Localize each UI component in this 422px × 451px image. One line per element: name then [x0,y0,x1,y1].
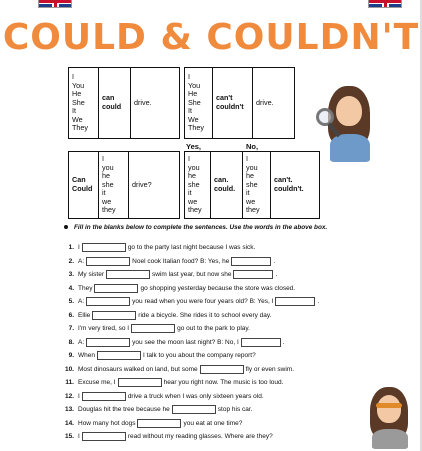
uk-flag-icon [368,0,402,8]
answer-blank[interactable] [97,351,141,360]
list-item: 2. A: Noel cook Italian food? B: Yes, he . [68,257,276,265]
list-item: 1. I go to the party last night because I was sick. [68,244,256,251]
list-item: 7. I'm very tired, so I go out to the park to play. [68,325,250,332]
instructions: Fill in the blanks below to complete the sentences. Use the words in the above box. [64,224,327,231]
list-item: 14. How many hot dogs you eat at one time? [64,419,243,427]
page-title: COULD & COULDN'T [2,17,420,58]
pronoun-list: I You He She It We They [185,68,213,139]
verb-cell: drive? [129,152,180,219]
answer-blank[interactable] [86,257,130,266]
answer-blank[interactable] [86,338,130,347]
answer-blank[interactable] [241,338,281,347]
yes-modal-cell: can. could. [211,152,243,219]
list-item: 3. My sister swim last year, but now she . [68,271,278,278]
no-pronoun-list: I you he she it we they [243,152,271,219]
answer-blank[interactable] [86,297,130,306]
yes-pronoun-list: I you he she it we they [185,152,211,219]
list-item: 6. Ellie ride a bicycle. She rides it to school every day. [68,311,272,319]
answer-blank[interactable] [231,257,271,266]
avatar-icon [366,387,412,449]
answer-blank[interactable] [82,432,126,441]
short-answer-table [184,151,320,219]
answer-blank[interactable] [82,392,126,401]
modal-cell: Can Could [69,152,99,219]
list-item: 15. I read without my reading glasses. Where are they? [64,433,273,440]
answer-blank[interactable] [233,270,273,279]
answer-blank[interactable] [106,270,150,279]
list-item: 9. When I talk to you about the company report? [68,352,256,359]
avatar-icon [316,86,374,162]
uk-flag-icon [38,0,72,8]
list-item: 10. Most dinosaurs walked on land, but some fly or even swim. [64,365,294,373]
no-label: No, [246,142,259,151]
exercise-list [58,241,368,444]
list-item: 12. I drive a truck when I was only sixteen years old. [64,392,264,400]
negative-table [184,67,295,139]
answer-blank[interactable] [118,378,162,387]
question-table [68,151,180,219]
answer-blank[interactable] [94,284,138,293]
list-item: 11. Excuse me, I hear you right now. The music is too loud. [65,379,284,386]
no-modal-cell: can't. couldn't. [271,152,320,219]
list-item: 13. Douglas hit the tree because he stop his car. [64,406,253,413]
list-item: 4. They go shopping yesterday because the store was closed. [68,284,296,292]
answer-blank[interactable] [200,365,244,374]
verb-cell: drive. [253,68,295,139]
modal-cell: can could [99,68,131,139]
pronoun-list: I you he she it we they [99,152,129,219]
answer-blank[interactable] [137,419,181,428]
answer-blank[interactable] [131,324,175,333]
verb-cell: drive. [131,68,180,139]
answer-blank[interactable] [92,311,136,320]
affirmative-table [68,67,180,139]
answer-blank[interactable] [82,243,126,252]
list-item: 8. A: you see the moon last night? B: No, I . [68,338,285,346]
answer-blank[interactable] [172,405,216,414]
yes-label: Yes, [186,142,202,151]
answer-blank[interactable] [275,297,315,306]
modal-cell: can't couldn't [213,68,253,139]
list-item: 5. A: you read when you were four years old? B: Yes, I . [68,298,320,305]
pronoun-list: I You He She It We They [69,68,99,139]
